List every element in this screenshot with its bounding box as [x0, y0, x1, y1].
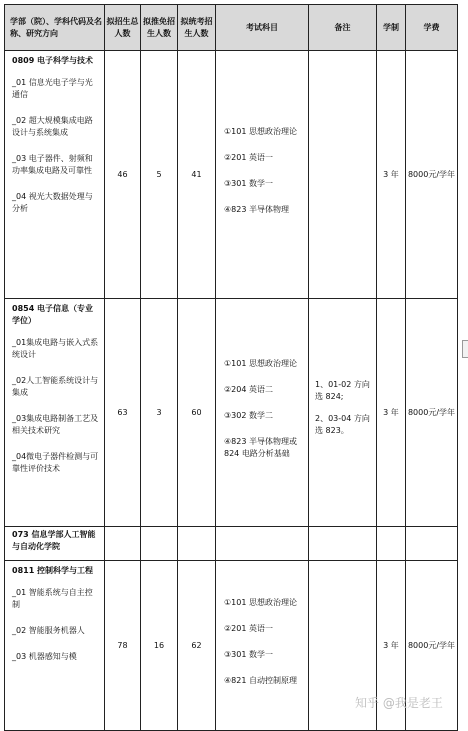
- subject-item: ①101 思想政治理论: [224, 359, 297, 368]
- exam-cell: 60: [178, 299, 216, 527]
- table-row: [5, 51, 458, 299]
- direction-item: _02 超大规模集成电路设计与系统集成: [12, 116, 93, 137]
- total-cell: 46: [105, 51, 141, 299]
- direction-item: _03 电子器件、射频和功率集成电路及可靠性: [12, 154, 93, 175]
- subject-item: ③302 数学二: [224, 411, 273, 420]
- subject-item: ④821 自动控制原理: [224, 676, 297, 685]
- empty-cell: [377, 527, 406, 561]
- note-item: 2、03-04 方向选 823。: [315, 413, 370, 435]
- col-header-years: 学制: [377, 5, 406, 51]
- col-header-exam: 拟统考招生人数: [178, 5, 216, 51]
- years-cell: 3 年: [377, 51, 406, 299]
- col-header-total: 拟招生总人数: [105, 5, 141, 51]
- col-header-notes: 备注: [309, 5, 377, 51]
- direction-item: _04 视光大数据处理与分析: [12, 192, 93, 213]
- note-item: 1、01-02 方向选 824;: [315, 379, 370, 401]
- major-title: 0854 电子信息（专业学位）: [12, 304, 94, 325]
- subject-item: ③301 数学一: [224, 650, 273, 659]
- empty-cell: [216, 527, 309, 561]
- years-cell: 3 年: [377, 299, 406, 527]
- header-row: [5, 5, 458, 51]
- col-header-recommended: 拟推免招生人数: [141, 5, 178, 51]
- direction-item: _01集成电路与嵌入式系统设计: [12, 338, 99, 359]
- direction-item: _02 智能服务机器人: [12, 626, 85, 635]
- subjects-cell: [216, 51, 309, 299]
- subject-item: ①101 思想政治理论: [224, 598, 297, 607]
- direction-item: _03 机器感知与模: [12, 652, 77, 661]
- exam-cell: 41: [178, 51, 216, 299]
- subject-item: ②201 英语一: [224, 153, 273, 162]
- major-cell: [5, 561, 105, 731]
- table-row: [5, 527, 458, 561]
- major-title: 0809 电子科学与技术: [12, 56, 94, 65]
- major-cell: [5, 299, 105, 527]
- fee-cell: 8000元/学年: [406, 51, 458, 299]
- direction-item: _03集成电路制备工艺及相关技术研究: [12, 414, 99, 435]
- empty-cell: [141, 527, 178, 561]
- empty-cell: [105, 527, 141, 561]
- subject-item: ①101 思想政治理论: [224, 127, 297, 136]
- table-row: [5, 299, 458, 527]
- subject-item: ③301 数学一: [224, 179, 273, 188]
- subject-item: ④823 半导体物理或 824 电路分析基础: [224, 437, 297, 458]
- direction-item: _04微电子器件检测与可靠性评价技术: [12, 452, 99, 473]
- empty-cell: [178, 527, 216, 561]
- recommended-cell: 3: [141, 299, 178, 527]
- notes-cell: [309, 299, 377, 527]
- subject-item: ④823 半导体物理: [224, 205, 289, 214]
- col-header-major: 学部（院）、学科代码及名称、研究方向: [5, 5, 105, 51]
- empty-cell: [406, 527, 458, 561]
- col-header-fee: 学费: [406, 5, 458, 51]
- total-cell: 78: [105, 561, 141, 731]
- direction-item: _01 信息光电子学与光通信: [12, 78, 93, 99]
- scroll-tab[interactable]: [462, 340, 468, 358]
- recommended-cell: 5: [141, 51, 178, 299]
- col-header-subjects: 考试科目: [216, 5, 309, 51]
- major-cell: [5, 51, 105, 299]
- exam-cell: 62: [178, 561, 216, 731]
- years-cell: 3 年: [377, 561, 406, 731]
- subjects-cell: [216, 299, 309, 527]
- total-cell: 63: [105, 299, 141, 527]
- major-cell: [5, 527, 105, 561]
- major-title: 073 信息学部人工智能与自动化学院: [12, 530, 96, 551]
- empty-cell: [309, 527, 377, 561]
- notes-cell: [309, 51, 377, 299]
- direction-item: _02人工智能系统设计与集成: [12, 376, 99, 397]
- subjects-cell: [216, 561, 309, 731]
- admissions-table: [4, 4, 458, 731]
- fee-cell: 8000元/学年: [406, 299, 458, 527]
- subject-item: ②201 英语一: [224, 624, 273, 633]
- fee-cell: 8000元/学年: [406, 561, 458, 731]
- subject-item: ②204 英语二: [224, 385, 273, 394]
- direction-item: _01 智能系统与自主控制: [12, 588, 93, 609]
- recommended-cell: 16: [141, 561, 178, 731]
- watermark: 知乎 @我是老王: [355, 696, 443, 710]
- major-title: 0811 控制科学与工程: [12, 566, 94, 575]
